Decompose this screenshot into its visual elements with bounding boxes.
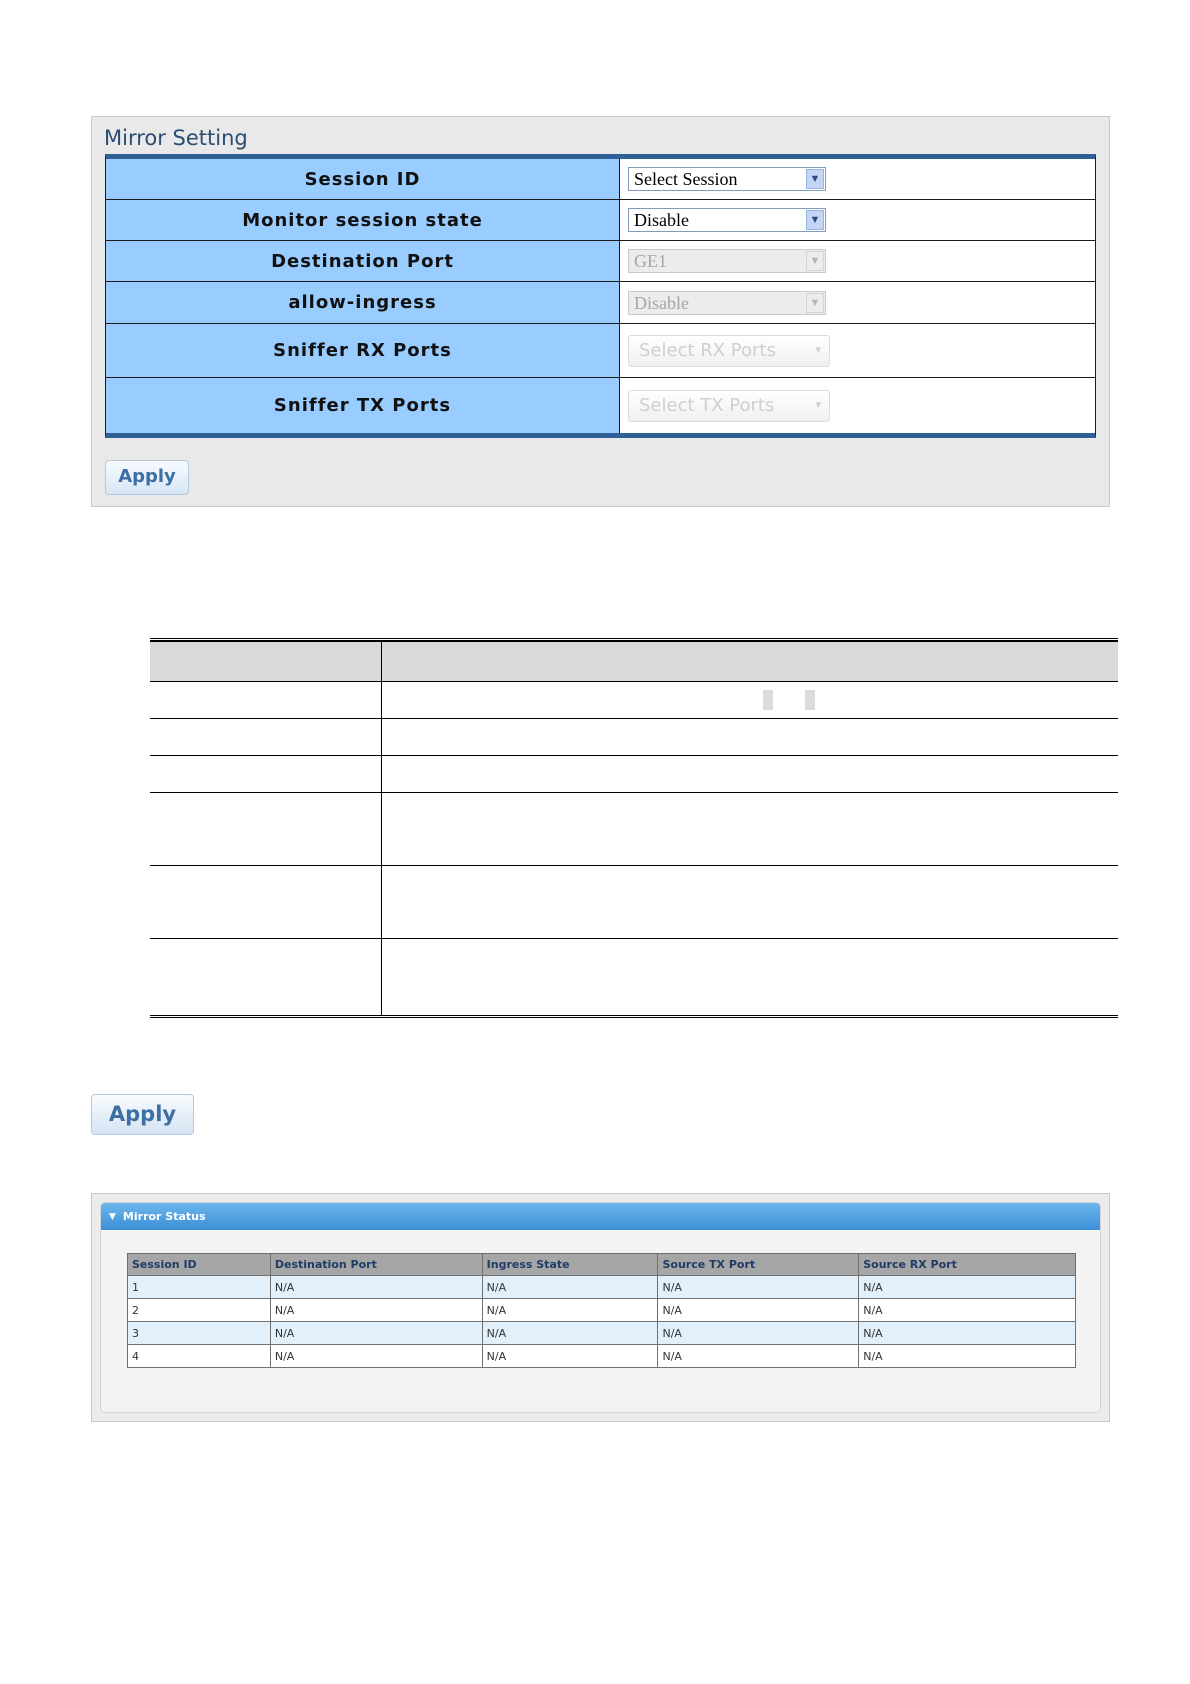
mirror-setting-panel bbox=[91, 116, 1110, 507]
apply-button-large[interactable]: Apply bbox=[91, 1094, 194, 1135]
cell-session-id: 3 bbox=[128, 1322, 271, 1345]
chevron-down-icon: ▼ bbox=[806, 169, 824, 189]
sniffer-tx-ports-label: Sniffer TX Ports bbox=[106, 378, 620, 433]
cell-session-id: 1 bbox=[128, 1276, 271, 1299]
cell-source-tx-port: N/A bbox=[658, 1299, 859, 1322]
cell-destination-port: N/A bbox=[270, 1299, 482, 1322]
cell-source-rx-port: N/A bbox=[859, 1276, 1076, 1299]
collapse-caret-icon[interactable]: ▼ bbox=[109, 1211, 116, 1222]
destination-port-label: Destination Port bbox=[106, 241, 620, 281]
table-row bbox=[128, 1322, 1076, 1345]
description-table bbox=[150, 638, 1118, 1018]
table-row bbox=[128, 1345, 1076, 1368]
monitor-session-state-select-value: Disable bbox=[634, 210, 689, 230]
destination-port-select[interactable] bbox=[628, 249, 826, 273]
cell-source-rx-port: N/A bbox=[859, 1345, 1076, 1368]
redaction-mark bbox=[763, 690, 773, 710]
cell-session-id: 2 bbox=[128, 1299, 271, 1322]
table-row bbox=[150, 939, 1118, 1018]
cell-source-rx-port: N/A bbox=[859, 1322, 1076, 1345]
row-sniffer-rx-ports bbox=[106, 324, 1095, 378]
allow-ingress-select[interactable] bbox=[628, 291, 826, 315]
allow-ingress-label: allow-ingress bbox=[106, 282, 620, 323]
apply-button[interactable]: Apply bbox=[105, 460, 189, 495]
chevron-down-icon: ▼ bbox=[806, 210, 824, 230]
session-id-label: Session ID bbox=[106, 159, 620, 199]
mirror-status-header[interactable] bbox=[101, 1203, 1100, 1230]
description-table-header bbox=[150, 641, 1118, 682]
cell-source-tx-port: N/A bbox=[658, 1345, 859, 1368]
session-id-select[interactable] bbox=[628, 167, 826, 191]
caret-down-icon: ▾ bbox=[815, 397, 821, 411]
chevron-down-icon: ▼ bbox=[806, 251, 824, 271]
table-row bbox=[128, 1299, 1076, 1322]
caret-down-icon: ▾ bbox=[815, 342, 821, 356]
col-source-tx-port: Source TX Port bbox=[658, 1254, 859, 1276]
row-session-id bbox=[106, 159, 1095, 200]
table-row bbox=[150, 793, 1118, 866]
row-allow-ingress bbox=[106, 282, 1095, 324]
mirror-status-panel bbox=[91, 1193, 1110, 1422]
row-destination-port bbox=[106, 241, 1095, 282]
mirror-setting-title: Mirror Setting bbox=[104, 126, 248, 150]
row-sniffer-tx-ports bbox=[106, 378, 1095, 433]
cell-ingress-state: N/A bbox=[482, 1322, 658, 1345]
mirror-status-table bbox=[127, 1253, 1076, 1368]
sniffer-rx-ports-multiselect[interactable] bbox=[628, 335, 830, 367]
table-header-row bbox=[128, 1254, 1076, 1276]
sniffer-rx-ports-multiselect-value: Select RX Ports bbox=[639, 340, 776, 361]
monitor-session-state-label: Monitor session state bbox=[106, 200, 620, 240]
mirror-setting-table bbox=[105, 154, 1096, 438]
cell-source-rx-port: N/A bbox=[859, 1299, 1076, 1322]
header-cell-object bbox=[150, 642, 382, 681]
col-session-id: Session ID bbox=[128, 1254, 271, 1276]
redaction-mark bbox=[805, 690, 815, 710]
mirror-status-box bbox=[100, 1202, 1101, 1413]
sniffer-rx-ports-label: Sniffer RX Ports bbox=[106, 324, 620, 377]
cell-ingress-state: N/A bbox=[482, 1345, 658, 1368]
cell-ingress-state: N/A bbox=[482, 1299, 658, 1322]
header-cell-description bbox=[382, 642, 1118, 681]
cell-source-tx-port: N/A bbox=[658, 1276, 859, 1299]
col-ingress-state: Ingress State bbox=[482, 1254, 658, 1276]
mirror-status-title: Mirror Status bbox=[122, 1210, 206, 1223]
table-row bbox=[150, 866, 1118, 939]
destination-port-select-value: GE1 bbox=[634, 251, 667, 271]
row-monitor-session-state bbox=[106, 200, 1095, 241]
table-row bbox=[150, 756, 1118, 793]
cell-ingress-state: N/A bbox=[482, 1276, 658, 1299]
table-row bbox=[128, 1276, 1076, 1299]
chevron-down-icon: ▼ bbox=[806, 293, 824, 313]
table-row bbox=[150, 719, 1118, 756]
sniffer-tx-ports-multiselect[interactable] bbox=[628, 390, 830, 422]
col-source-rx-port: Source RX Port bbox=[859, 1254, 1076, 1276]
cell-destination-port: N/A bbox=[270, 1276, 482, 1299]
table-row bbox=[150, 682, 1118, 719]
session-id-select-value: Select Session bbox=[634, 169, 738, 189]
col-destination-port: Destination Port bbox=[270, 1254, 482, 1276]
monitor-session-state-select[interactable] bbox=[628, 208, 826, 232]
allow-ingress-select-value: Disable bbox=[634, 292, 689, 313]
cell-session-id: 4 bbox=[128, 1345, 271, 1368]
cell-destination-port: N/A bbox=[270, 1322, 482, 1345]
cell-destination-port: N/A bbox=[270, 1345, 482, 1368]
sniffer-tx-ports-multiselect-value: Select TX Ports bbox=[639, 395, 775, 416]
cell-source-tx-port: N/A bbox=[658, 1322, 859, 1345]
